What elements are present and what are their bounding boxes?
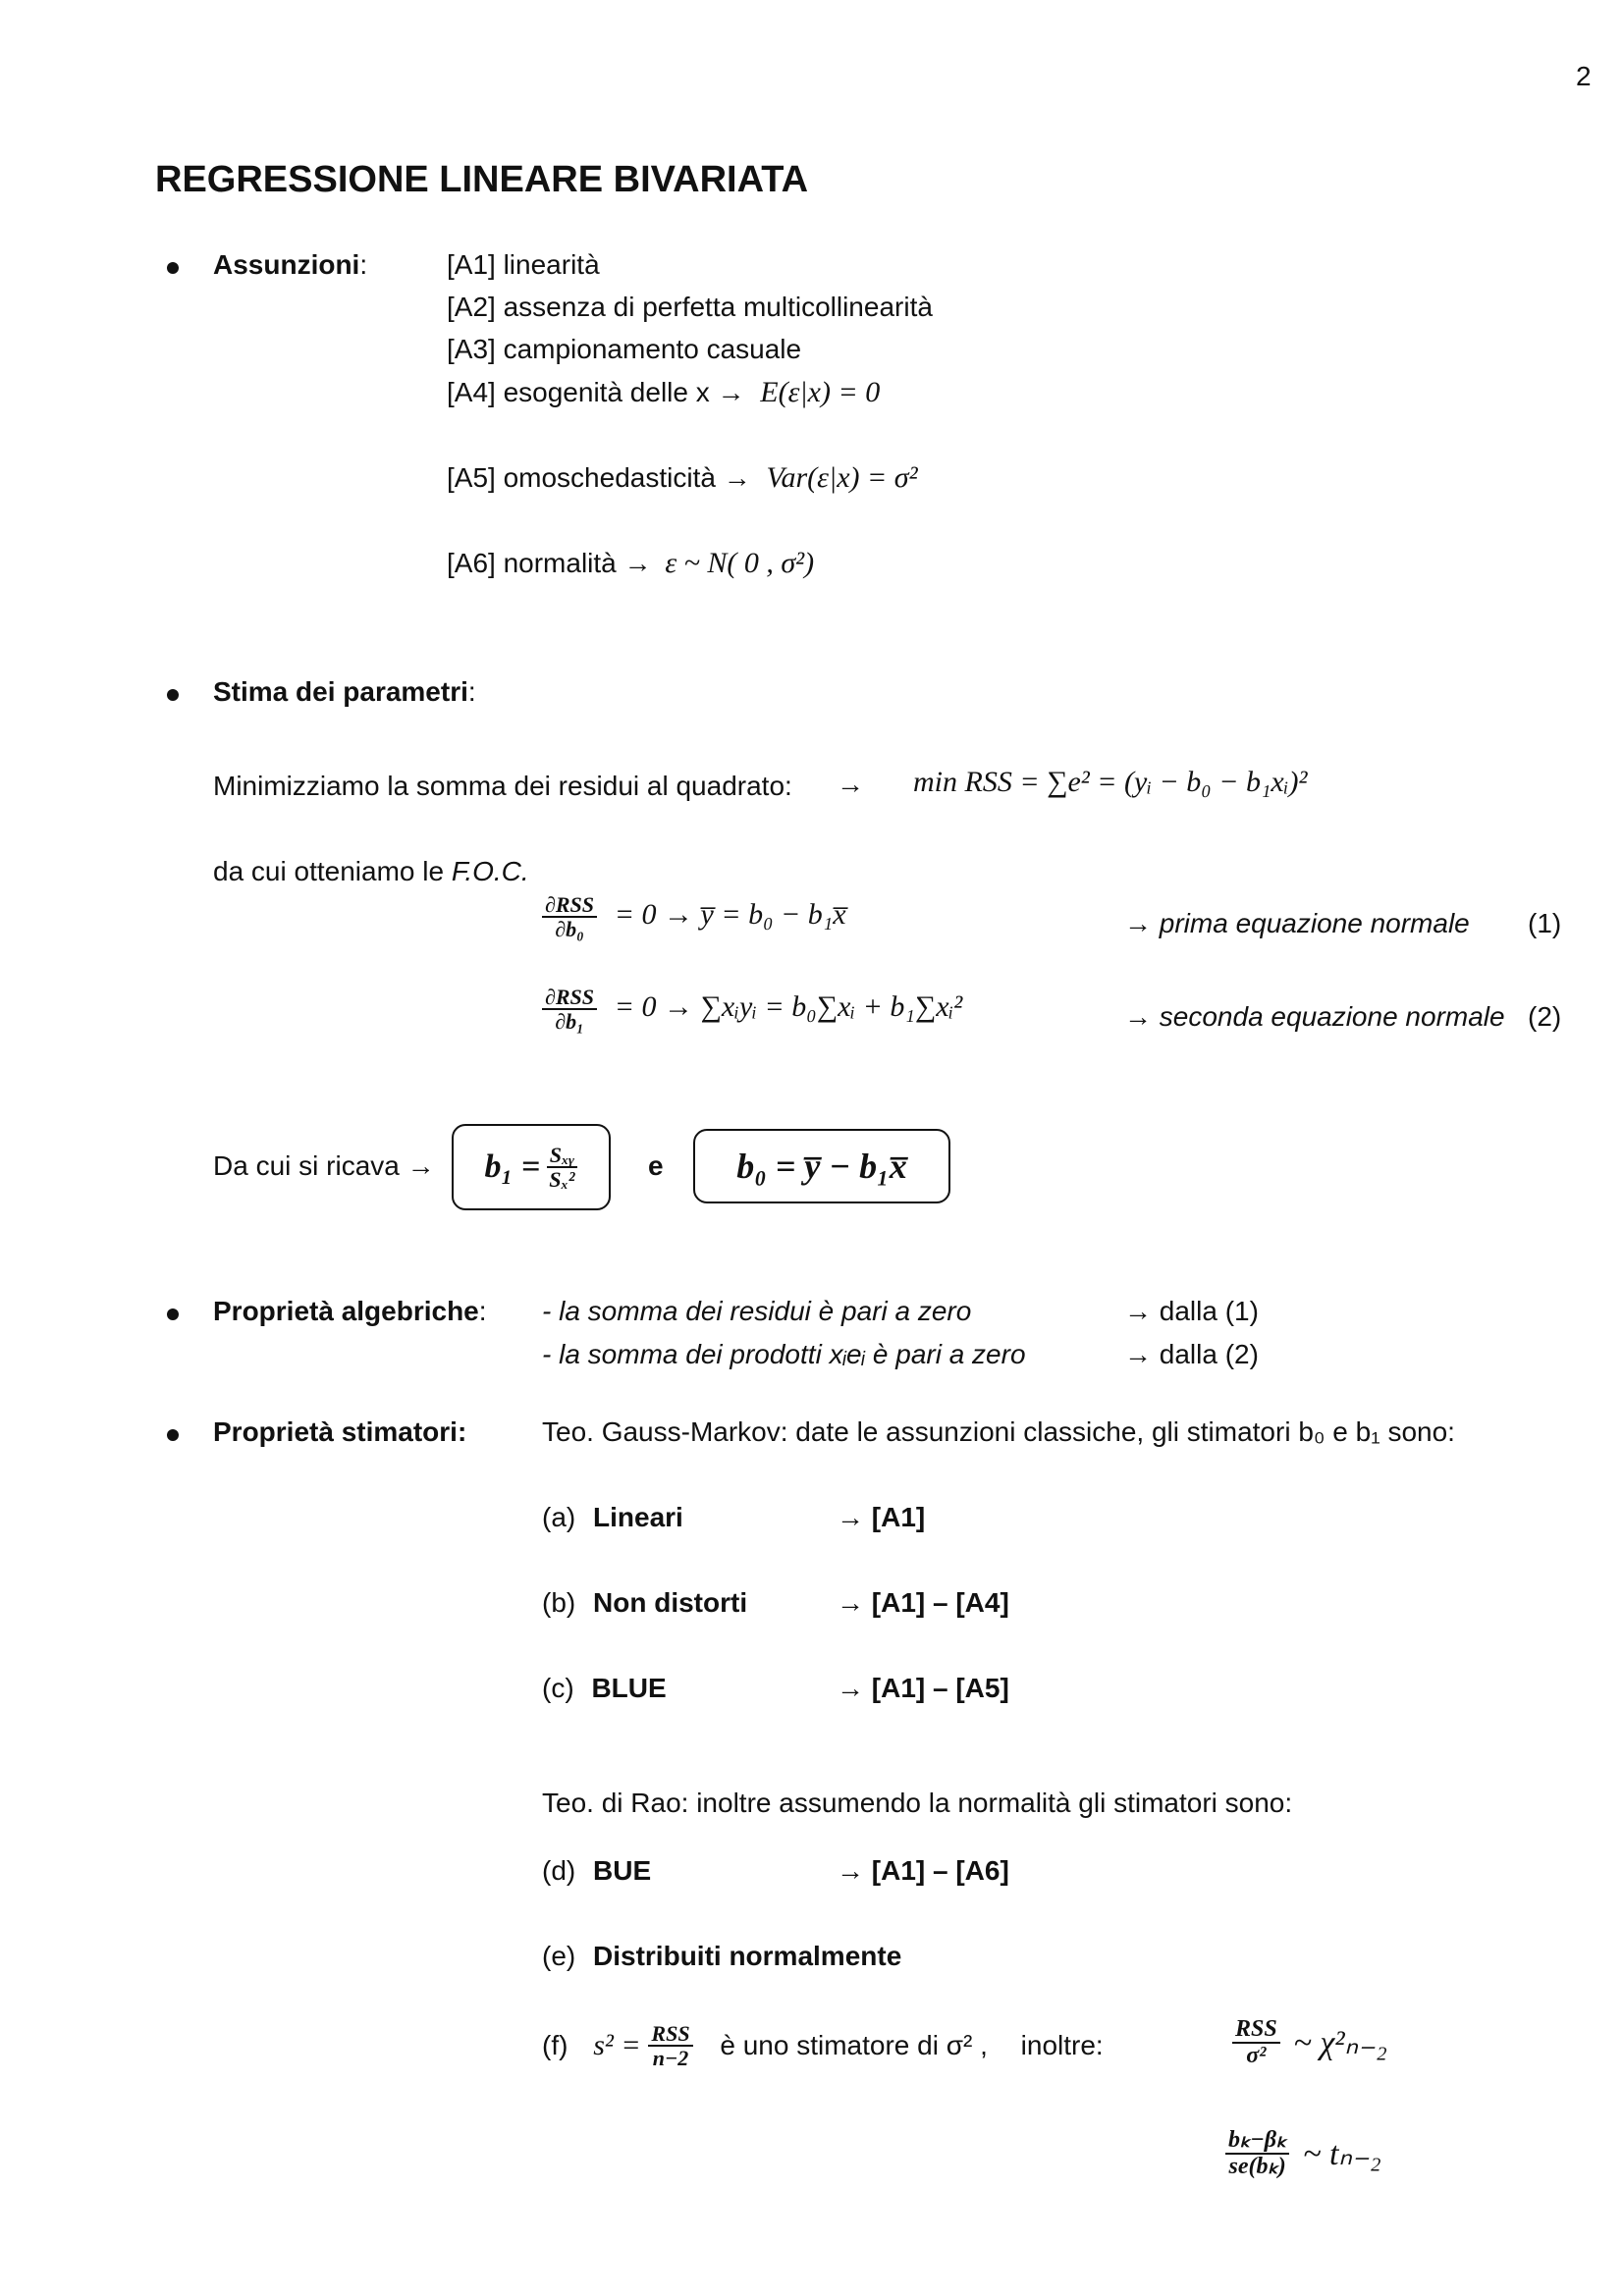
a4-formula: E(ε|x) = 0 (760, 376, 881, 408)
bullet-icon (167, 1429, 179, 1441)
page-number: 2 (1576, 61, 1592, 91)
property-e: (e) Distribuiti normalmente (542, 1941, 902, 1971)
assumption-a3: [A3] campionamento casuale (447, 334, 802, 364)
property-c-ref: → [A1] – [A5] (837, 1673, 1009, 1703)
assumptions-heading: Assunzioni: (213, 249, 368, 280)
eq2-tag: (2) (1528, 1001, 1562, 1032)
property-a: (a) Lineari (542, 1502, 683, 1532)
a5-formula: Var(ε|x) = σ² (766, 461, 918, 494)
rao-text: Teo. di Rao: inoltre assumendo la normalità gli stimatori sono: (542, 1788, 1293, 1818)
property-c: (c) BLUE (542, 1673, 667, 1703)
arrow-icon: → (837, 769, 864, 799)
bullet-icon (167, 1308, 179, 1320)
algebraic-item-1: - la somma dei residui è pari a zero (542, 1296, 972, 1326)
property-b: (b) Non distorti (542, 1587, 748, 1618)
page-title: REGRESSIONE LINEARE BIVARIATA (155, 159, 809, 200)
estimators-heading: Proprietà stimatori: (213, 1416, 467, 1447)
assumption-a4: [A4] esogenità delle x → E(ε|x) = 0 (447, 376, 881, 408)
algebraic-heading: Proprietà algebriche: (213, 1296, 487, 1326)
minimize-text: Minimizziamo la somma dei residui al quadrato: (213, 771, 792, 801)
rss-formula: min RSS = ∑e² = (yᵢ − b₀ − b₁xᵢ)² (913, 766, 1308, 798)
assumption-a5: [A5] omoschedasticità → Var(ε|x) = σ² (447, 461, 918, 494)
assumption-a1: [A1] linearità (447, 249, 600, 280)
eq1-tag: (1) (1528, 908, 1562, 938)
property-d-ref: → [A1] – [A6] (837, 1855, 1009, 1886)
result-intro: Da cui si ricava → (213, 1150, 435, 1181)
assumption-a2: [A2] assenza di perfetta multicollinearità (447, 292, 933, 322)
property-a-ref: → [A1] (837, 1502, 926, 1532)
algebraic-ref-1: → dalla (1) (1124, 1296, 1259, 1326)
property-f: (f) s² = $\frac{\text{RSS}}{n-2}$ è uno stimatore di σ² , inoltre: (542, 2021, 1104, 2071)
foc-intro: da cui otteniamo le F.O.C. (213, 856, 529, 886)
chi-square-formula: $\frac{\text{RSS}}{\text{σ²}}$ ~ χ²ₙ₋₂ (1232, 2017, 1387, 2068)
estimation-heading: Stima dei parametri: (213, 676, 476, 707)
assumption-a6: [A6] normalità → ε ~ N( 0 , σ²) (447, 547, 815, 579)
eq1-note: → prima equazione normale (1124, 908, 1470, 938)
algebraic-item-2: - la somma dei prodotti xᵢeᵢ è pari a zero (542, 1339, 1026, 1369)
normal-equation-1: $\frac{\text{∂RSS}}{\text{∂b₀}}$ = 0 → y̅ = b₀ − b₁x̅ (542, 893, 846, 940)
property-b-ref: → [A1] – [A4] (837, 1587, 1009, 1618)
bullet-icon (167, 689, 179, 701)
bullet-icon (167, 262, 179, 274)
b0-formula-box: b₀ = y̅ − b₁x̅ (693, 1129, 950, 1203)
property-d: (d) BUE (542, 1855, 652, 1886)
algebraic-ref-2: → dalla (2) (1124, 1339, 1259, 1369)
t-stat-formula: $\frac{\text{bₖ−βₖ}}{\text{se(bₖ)}}$ ~ tₙ₋₂ (1225, 2128, 1381, 2179)
conjunction: e (648, 1150, 664, 1181)
b1-formula-box: b₁ = $\frac{\text{Sₓᵧ}}{\text{Sₓ²}}$ (452, 1124, 611, 1210)
a6-formula: ε ~ N( 0 , σ²) (665, 547, 815, 579)
normal-equation-2: $\frac{\text{∂RSS}}{\text{∂b₁}}$ = 0 → ∑xᵢyᵢ = b₀∑xᵢ + b₁∑xᵢ² (542, 986, 962, 1033)
gauss-markov-text: Teo. Gauss-Markov: date le assunzioni classiche, gli stimatori b₀ e b₁ sono: (542, 1416, 1455, 1447)
eq2-note: → seconda equazione normale (1124, 1001, 1505, 1032)
